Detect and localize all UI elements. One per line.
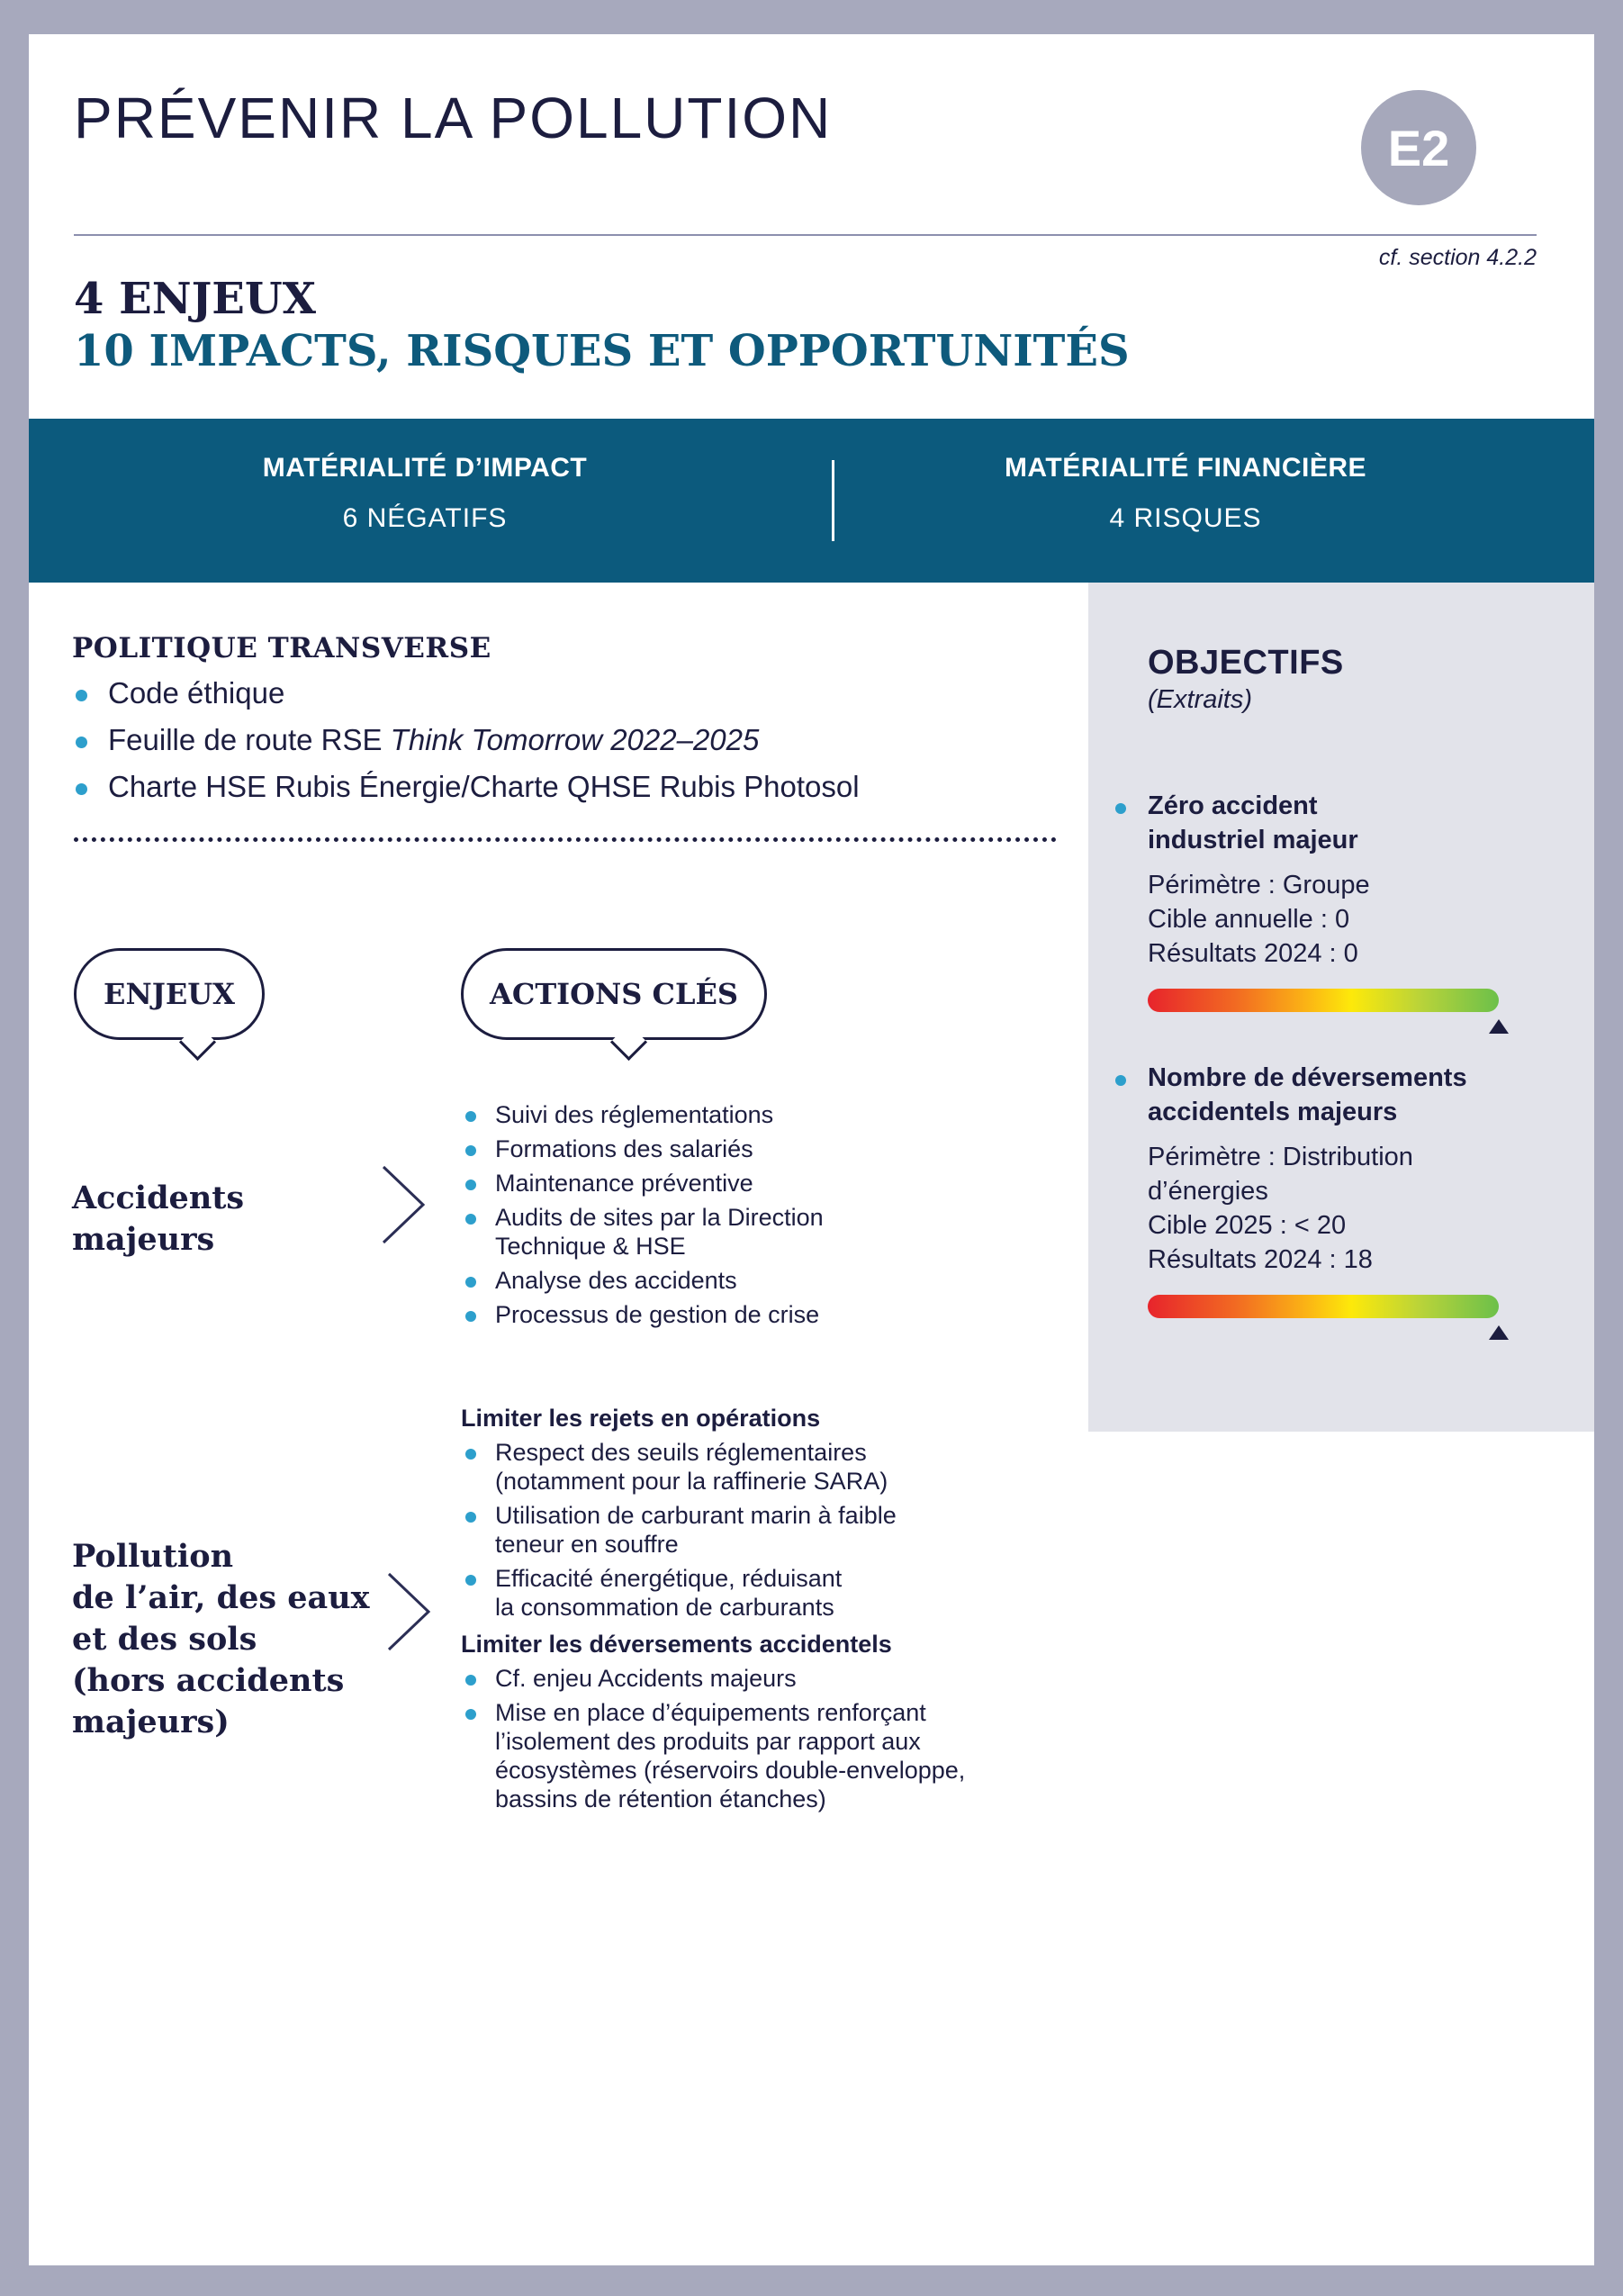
action-text: Efficacité énergétique, réduisant	[495, 1565, 843, 1592]
action-item	[461, 1698, 1091, 1813]
action-text: Mise en place d’équipements renforçant	[495, 1699, 926, 1726]
action-text: Utilisation de carburant marin à faible	[495, 1502, 897, 1529]
gauge-marker-icon	[1489, 1325, 1509, 1340]
bullet-icon	[465, 1675, 476, 1686]
bullet-icon	[465, 1111, 476, 1122]
politique-item	[72, 764, 860, 810]
action-text: Technique & HSE	[495, 1233, 686, 1260]
enjeu-name-line: Pollution	[72, 1538, 234, 1575]
enjeu-name-line: majeurs)	[72, 1704, 230, 1740]
action-text: Processus de gestion de crise	[495, 1301, 820, 1328]
action-text: l’isolement des produits par rapport aux	[495, 1728, 921, 1755]
bullet-icon	[1115, 803, 1126, 814]
progress-gauge	[1148, 989, 1499, 1012]
action-text: écosystèmes (réservoirs double-enveloppe,	[495, 1757, 966, 1784]
title-rule	[74, 234, 1537, 236]
politique-item	[72, 717, 860, 764]
page	[29, 34, 1594, 2265]
bullet-icon	[465, 1512, 476, 1523]
band-separator	[832, 460, 834, 541]
action-item	[461, 1203, 1091, 1261]
action-text: Formations des salariés	[495, 1135, 753, 1162]
action-item	[461, 1438, 1091, 1496]
impact-materiality-label: MATÉRIALITÉ D’IMPACT	[262, 453, 588, 483]
actions-list-accidents	[461, 1100, 1091, 1334]
progress-gauge	[1148, 1295, 1499, 1318]
page-title: PRÉVENIR LA POLLUTION	[74, 86, 833, 150]
enjeu-name-line: et des sols	[72, 1621, 257, 1658]
iro-count: 10 IMPACTS, RISQUES ET OPPORTUNITÉS	[74, 326, 1130, 376]
objectif-detail: Périmètre : Groupe	[1148, 871, 1370, 899]
objectif-detail: d’énergies	[1148, 1177, 1268, 1206]
bullet-icon	[76, 690, 87, 701]
action-item	[461, 1100, 1091, 1129]
action-text: bassins de rétention étanches)	[495, 1785, 826, 1812]
action-text: Respect des seuils réglementaires	[495, 1439, 867, 1466]
action-item	[461, 1664, 1091, 1693]
actions-bubble: ACTIONS CLÉS	[461, 948, 767, 1040]
action-text: Analyse des accidents	[495, 1267, 737, 1294]
action-text: Maintenance préventive	[495, 1170, 753, 1197]
bullet-icon	[465, 1145, 476, 1156]
bullet-icon	[1115, 1075, 1126, 1086]
action-item	[461, 1501, 1091, 1559]
actions-subheading: Limiter les déversements accidentels	[461, 1631, 892, 1658]
objectif-heading	[1148, 789, 1562, 857]
objectif-details	[1148, 1140, 1562, 1277]
enjeu-name	[72, 1536, 370, 1743]
enjeux-count: 4 ENJEUX	[74, 274, 316, 324]
financial-materiality	[870, 453, 1501, 534]
objectif-item	[1148, 1061, 1562, 1318]
politique-item-text: Code éthique	[108, 676, 285, 710]
objectifs-title: OBJECTIFS	[1148, 644, 1344, 682]
politique-item-italic: Think Tomorrow 2022–2025	[390, 723, 760, 756]
bullet-icon	[465, 1214, 476, 1225]
chevron-right-icon	[382, 1567, 436, 1657]
financial-materiality-label: MATÉRIALITÉ FINANCIÈRE	[1004, 453, 1367, 483]
action-text: Audits de sites par la Direction	[495, 1204, 824, 1231]
financial-materiality-value: 4 RISQUES	[1109, 503, 1262, 533]
actions-list-pollution	[461, 1405, 1091, 1819]
objectif-detail: Périmètre : Distribution	[1148, 1143, 1413, 1171]
objectifs-subtitle: (Extraits)	[1148, 685, 1252, 714]
objectif-detail: Cible annuelle : 0	[1148, 905, 1350, 934]
bullet-icon	[465, 1709, 476, 1720]
objectif-details	[1148, 868, 1562, 971]
objectif-heading-line: industriel majeur	[1148, 826, 1358, 854]
section-badge: E2	[1361, 90, 1476, 205]
objectifs-panel	[1088, 583, 1594, 1432]
objectif-heading	[1148, 1061, 1562, 1129]
bullet-icon	[465, 1180, 476, 1190]
objectif-heading-line: Zéro accident	[1148, 791, 1318, 820]
bullet-icon	[465, 1277, 476, 1288]
objectif-detail: Cible 2025 : < 20	[1148, 1211, 1347, 1240]
politique-title: POLITIQUE TRANSVERSE	[72, 632, 491, 664]
action-text: la consommation de carburants	[495, 1594, 834, 1621]
enjeux-bubble: ENJEUX	[74, 948, 265, 1040]
objectif-detail: Résultats 2024 : 18	[1148, 1245, 1373, 1274]
action-item	[461, 1266, 1091, 1295]
dotted-divider	[74, 837, 1057, 842]
bullet-icon	[76, 737, 87, 748]
action-item	[461, 1134, 1091, 1163]
bullet-icon	[465, 1575, 476, 1586]
politique-item-text: Feuille de route RSE	[108, 723, 391, 756]
gauge-marker-icon	[1489, 1019, 1509, 1034]
impact-materiality-value: 6 NÉGATIFS	[342, 503, 508, 533]
bullet-icon	[76, 783, 87, 795]
action-item	[461, 1169, 1091, 1198]
bullet-icon	[465, 1311, 476, 1322]
bullet-icon	[465, 1449, 476, 1460]
objectif-heading-line: Nombre de déversements	[1148, 1063, 1467, 1092]
action-text: Suivi des réglementations	[495, 1101, 774, 1128]
action-item	[461, 1564, 1091, 1622]
impact-materiality	[110, 453, 740, 534]
enjeu-name-line: Accidents	[72, 1180, 245, 1216]
chevron-right-icon	[376, 1160, 430, 1250]
enjeu-name-line: (hors accidents	[72, 1662, 345, 1699]
materiality-band	[29, 419, 1594, 583]
objectif-detail: Résultats 2024 : 0	[1148, 939, 1358, 968]
action-text: (notamment pour la raffinerie SARA)	[495, 1468, 888, 1495]
action-text: teneur en souffre	[495, 1531, 679, 1558]
politique-list	[72, 670, 860, 810]
objectif-item	[1148, 789, 1562, 1012]
enjeu-name	[72, 1178, 244, 1261]
enjeu-name-line: de l’air, des eaux	[72, 1579, 370, 1616]
enjeu-name-line: majeurs	[72, 1221, 215, 1258]
section-reference: cf. section 4.2.2	[1378, 245, 1537, 270]
politique-item-text: Charte HSE Rubis Énergie/Charte QHSE Rubis Photosol	[108, 770, 860, 803]
actions-subheading: Limiter les rejets en opérations	[461, 1405, 821, 1432]
action-text: Cf. enjeu Accidents majeurs	[495, 1665, 797, 1692]
politique-item	[72, 670, 860, 717]
action-item	[461, 1300, 1091, 1329]
objectif-heading-line: accidentels majeurs	[1148, 1098, 1398, 1126]
